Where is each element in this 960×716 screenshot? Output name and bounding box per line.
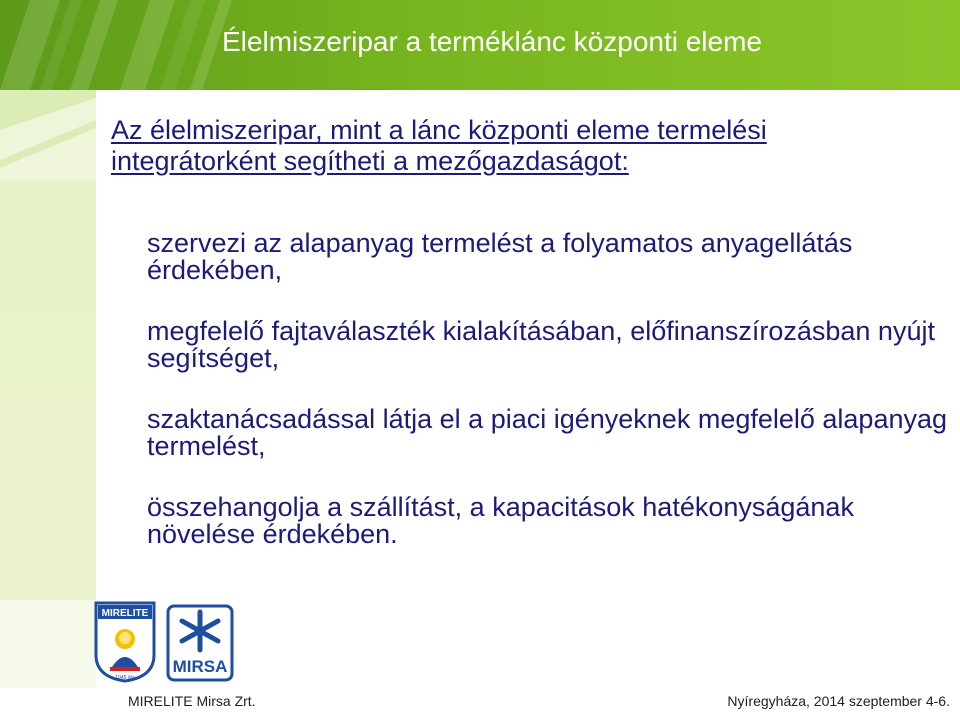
footer-company: MIRELITE Mirsa Zrt.: [128, 693, 256, 709]
mirelite-logo-name: MIRELITE: [101, 608, 149, 619]
bullet-list: [147, 230, 947, 582]
list-item: szervezi az alapanyag termelést a folyamatos anyagellátás érdekében,: [147, 228, 853, 285]
slide-title: Élelmiszeripar a terméklánc központi eleme: [222, 26, 762, 57]
list-item: összehangolja a szállítást, a kapacitások hatékonyságának növelése érdekében.: [147, 492, 854, 549]
left-strip-stripes: [0, 90, 96, 716]
left-strip: [0, 90, 96, 716]
list-item: szaktanácsadással látja el a piaci igényeknek megfelelő alapanyag termelést,: [147, 404, 948, 461]
header-band: [0, 0, 960, 90]
intro-text: [111, 115, 931, 177]
mirelite-logo: [92, 597, 158, 683]
mirsa-logo: [164, 602, 236, 684]
mirelite-logo-since: 1945 óta: [115, 675, 135, 681]
intro-text-value: Az élelmiszeripar, mint a lánc központi eleme termelési integrátorként segítheti a mezőgazdaságot:: [111, 115, 767, 176]
mirsa-logo-name: MIRSA: [172, 657, 228, 676]
footer-event: Nyíregyháza, 2014 szeptember 4-6.: [727, 693, 950, 709]
list-item: megfelelő fajtaválaszték kialakításában, előfinanszírozásban nyújt segítséget,: [147, 316, 935, 373]
